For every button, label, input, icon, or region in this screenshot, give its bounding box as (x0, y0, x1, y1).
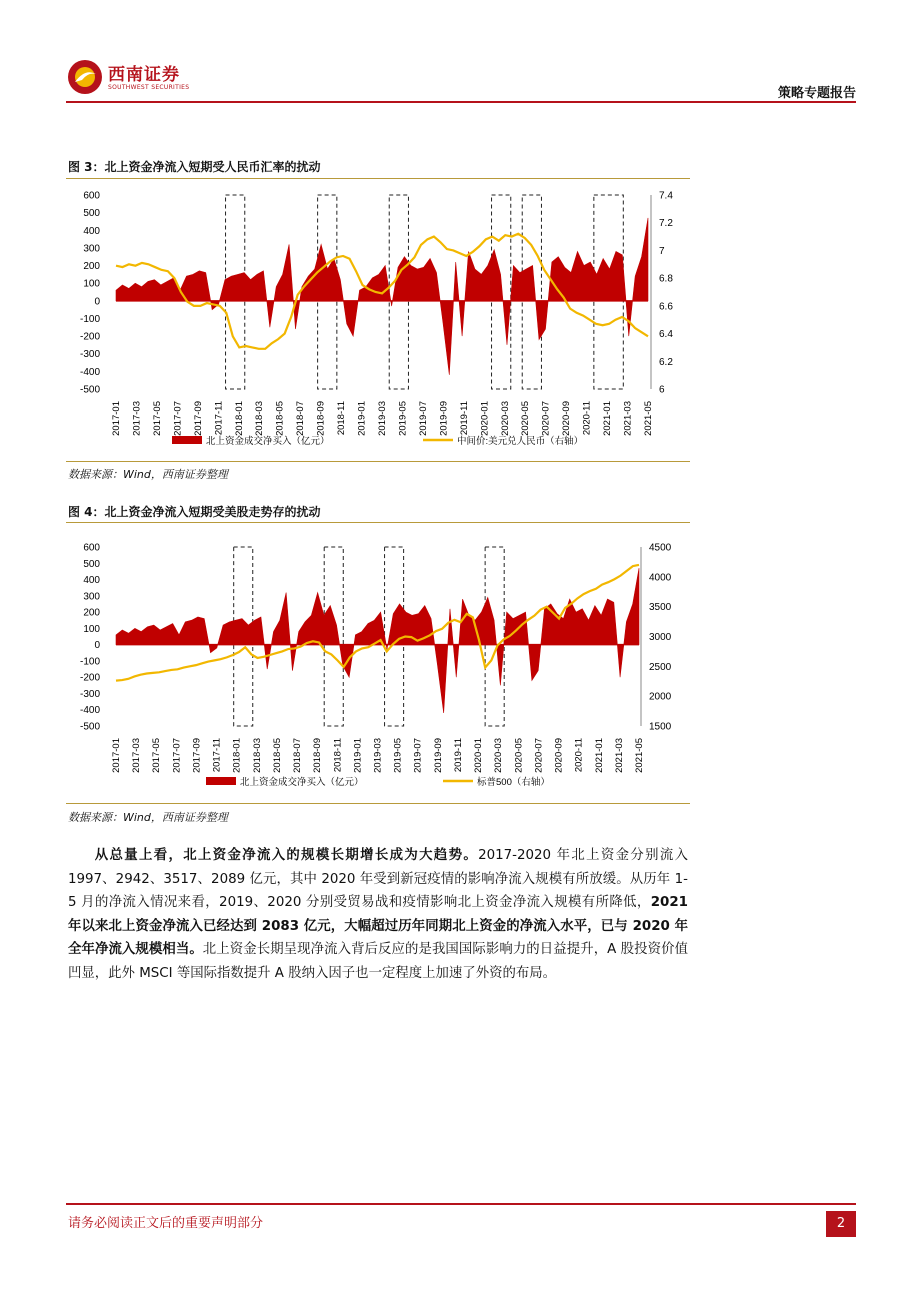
figure-3-chart (66, 180, 690, 460)
x-axis-tick: 2018-01 (233, 401, 245, 436)
x-axis-tick: 2020-03 (493, 738, 505, 773)
x-axis-tick: 2017-03 (131, 738, 143, 773)
x-axis-tick: 2019-03 (377, 401, 388, 436)
right-axis-tick: 6.2 (659, 356, 673, 368)
x-axis-tick: 2017-07 (171, 738, 183, 773)
x-axis-tick: 2019-11 (458, 401, 470, 436)
x-axis-tick: 2020-09 (561, 400, 573, 436)
legend-bar-swatch (206, 777, 236, 785)
x-axis-tick: 2020-03 (499, 401, 511, 436)
x-axis-tick: 2017-01 (111, 401, 122, 436)
left-axis-tick: -300 (79, 349, 100, 361)
x-axis-tick: 2020-05 (520, 401, 532, 436)
body-text-1: 2017-2020 年北上资金分别流入 1997、2942、3517、2089 亿元，其中 2020 年受到新冠疫情的影响净流入规模有所放缓。从历年 1-5 月的净流入情况来看，2019、2020 分别受贸易战和疫情影响北上资金净流入规模有所降低， (68, 848, 689, 910)
left-axis-tick: -200 (79, 331, 100, 343)
x-axis-tick: 2018-05 (274, 401, 286, 436)
x-axis-tick: 2021-03 (622, 401, 634, 436)
footer-disclaimer: 请务必阅读正文后的重要声明部分 (68, 1216, 264, 1231)
x-axis-tick: 2019-09 (438, 401, 450, 436)
x-axis-tick: 2021-03 (613, 738, 625, 773)
legend-bar-label: 北上资金成交净买入（亿元） (206, 436, 330, 447)
x-axis-tick: 2021-05 (634, 738, 645, 773)
right-axis-tick: 6.6 (659, 301, 673, 313)
net-buy-bars (116, 218, 648, 375)
left-axis-tick: -100 (79, 656, 100, 668)
legend-line-label: 标普500（右轴） (477, 777, 550, 788)
left-axis-tick: 300 (83, 591, 100, 603)
x-axis-tick: 2018-05 (271, 738, 283, 773)
left-axis-tick: -500 (79, 721, 100, 733)
figure-3-source: 数据来源：Wind，西南证券整理 (68, 468, 228, 481)
x-axis-tick: 2017-11 (213, 401, 225, 436)
x-axis-tick: 2018-01 (231, 738, 243, 773)
x-axis-tick: 2018-09 (312, 738, 324, 773)
left-axis-tick: -100 (79, 313, 100, 325)
right-axis-tick: 7.4 (659, 190, 673, 202)
figure-4-source: 数据来源：Wind，西南证券整理 (68, 811, 228, 824)
right-axis-tick: 7 (659, 245, 665, 257)
x-axis-tick: 2018-03 (254, 401, 266, 436)
x-axis-tick: 2019-07 (412, 738, 424, 773)
brand-name-en: SOUTHWEST SECURITIES (108, 84, 190, 91)
x-axis-tick: 2018-11 (332, 738, 344, 773)
x-axis-tick: 2017-01 (111, 738, 122, 773)
body-paragraph (68, 844, 688, 985)
left-axis-tick: -300 (79, 688, 100, 700)
x-axis-tick: 2017-09 (192, 401, 204, 436)
x-axis-tick: 2019-01 (352, 738, 364, 773)
right-axis-tick: 2500 (649, 661, 672, 673)
x-axis-tick: 2017-03 (131, 401, 143, 436)
x-axis-tick: 2019-05 (397, 401, 409, 436)
left-axis-tick: 500 (83, 208, 100, 220)
left-axis-tick: 200 (83, 261, 100, 273)
body-bold-1: 从总量上看，北上资金净流入的规模长期增长成为大趋势。 (94, 848, 479, 863)
right-axis-tick: 2000 (649, 691, 672, 703)
x-axis-tick: 2019-09 (432, 738, 444, 773)
legend-bar-swatch (172, 436, 202, 444)
left-axis-tick: 400 (83, 575, 100, 587)
x-axis-tick: 2017-05 (151, 401, 163, 436)
right-axis-tick: 6.4 (659, 329, 673, 341)
x-axis-tick: 2021-01 (593, 738, 605, 773)
x-axis-tick: 2018-03 (251, 738, 263, 773)
x-axis-tick: 2020-07 (533, 738, 545, 773)
x-axis-tick: 2017-11 (211, 738, 223, 773)
x-axis-tick: 2020-07 (540, 401, 552, 436)
right-axis-tick: 4000 (649, 572, 672, 584)
left-axis-tick: 0 (94, 640, 100, 652)
company-logo (66, 58, 104, 96)
x-axis-tick: 2018-11 (336, 401, 348, 436)
figure-4-bottom-rule (66, 803, 690, 804)
x-axis-tick: 2020-05 (513, 738, 525, 773)
x-axis-tick: 2018-09 (315, 401, 327, 436)
left-axis-tick: 100 (83, 623, 100, 635)
x-axis-tick: 2019-07 (417, 401, 429, 436)
x-axis-tick: 2020-11 (573, 738, 585, 773)
report-type: 策略专题报告 (777, 86, 856, 101)
body-text-2: 北上资金长期呈现净流入背后反应的是我国国际影响力的日益提升，A 股投资价值凹显，此外 MSCI 等国际指数提升 A 股纳入因子也一定程度上加速了外资的布局。 (68, 942, 688, 981)
right-axis-tick: 6 (659, 384, 665, 396)
x-axis-tick: 2017-07 (172, 401, 184, 436)
x-axis-tick: 2018-07 (292, 738, 304, 773)
x-axis-tick: 2019-01 (356, 401, 368, 436)
left-axis-tick: 600 (83, 190, 100, 202)
right-axis-tick: 4500 (649, 542, 672, 554)
figure-4-title: 图 4：北上资金净流入短期受美股走势存的扰动 (68, 505, 321, 519)
left-axis-tick: 600 (83, 542, 100, 554)
x-axis-tick: 2020-11 (581, 401, 593, 436)
body-bold-2: 2021 年以来北上资金净流入已经达到 2083 亿元，大幅超过历年同期北上资金的净流入水平，已与 2020 年全年净流入规模相当。 (68, 895, 688, 957)
left-axis-tick: 500 (83, 558, 100, 570)
figure-3-title: 图 3：北上资金净流入短期受人民币汇率的扰动 (68, 160, 321, 174)
x-axis-tick: 2017-05 (151, 738, 163, 773)
left-axis-tick: -500 (79, 384, 100, 396)
x-axis-tick: 2019-11 (452, 738, 464, 773)
x-axis-tick: 2019-05 (392, 738, 404, 773)
net-buy-bars (116, 568, 639, 713)
x-axis-tick: 2020-01 (479, 401, 491, 436)
figure-4-chart (66, 530, 690, 800)
left-axis-tick: 300 (83, 243, 100, 255)
x-axis-tick: 2018-07 (295, 401, 307, 436)
legend-line-label: 中间价:美元兑人民币（右轴） (457, 436, 584, 447)
left-axis-tick: -400 (79, 366, 100, 378)
right-axis-tick: 7.2 (659, 218, 673, 230)
left-axis-tick: 100 (83, 278, 100, 290)
page-number: 2 (826, 1211, 856, 1237)
x-axis-tick: 2020-09 (553, 738, 565, 773)
left-axis-tick: 0 (94, 296, 100, 308)
right-axis-tick: 6.8 (659, 273, 673, 285)
header-divider (66, 101, 856, 103)
left-axis-tick: -400 (79, 705, 100, 717)
brand-name: 西南证券 (108, 65, 180, 85)
left-axis-tick: 200 (83, 607, 100, 619)
x-axis-tick: 2017-09 (191, 738, 203, 773)
left-axis-tick: 400 (83, 225, 100, 237)
right-axis-tick: 3000 (649, 632, 672, 643)
figure-4-top-rule (66, 522, 690, 523)
figure-3-bottom-rule (66, 461, 690, 462)
x-axis-tick: 2021-05 (643, 401, 654, 436)
right-axis-tick: 1500 (649, 721, 672, 733)
x-axis-tick: 2019-03 (372, 738, 384, 773)
x-axis-tick: 2021-01 (602, 401, 614, 436)
left-axis-tick: -200 (79, 672, 100, 684)
legend-bar-label: 北上资金成交净买入（亿元） (240, 777, 364, 788)
x-axis-tick: 2020-01 (473, 738, 485, 773)
right-axis-tick: 3500 (649, 602, 672, 614)
footer-divider (66, 1203, 856, 1205)
figure-3-top-rule (66, 178, 690, 179)
